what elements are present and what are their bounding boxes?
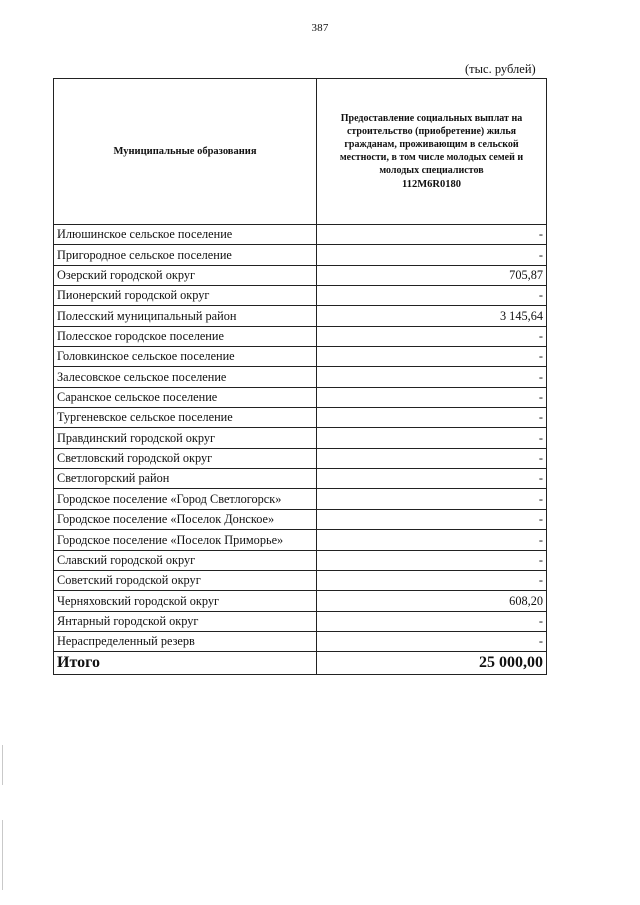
header-budget-code: 112M6R0180 bbox=[402, 179, 461, 190]
municipality-name: Светлогорский район bbox=[54, 469, 317, 489]
payment-value: - bbox=[317, 631, 547, 651]
payment-value: - bbox=[317, 225, 547, 245]
page-number: 387 bbox=[311, 22, 329, 34]
payment-value: - bbox=[317, 347, 547, 367]
payment-value: - bbox=[317, 387, 547, 407]
payment-value: 3 145,64 bbox=[317, 306, 547, 326]
table-row bbox=[54, 326, 547, 346]
header-description-line: гражданам, проживающим в сельской bbox=[344, 139, 519, 150]
municipality-name: Светловский городской округ bbox=[54, 448, 317, 468]
municipality-name: Городское поселение «Поселок Донское» bbox=[54, 509, 317, 529]
payment-value: - bbox=[317, 326, 547, 346]
payment-value: - bbox=[317, 611, 547, 631]
payment-value: 705,87 bbox=[317, 265, 547, 285]
payment-value: - bbox=[317, 286, 547, 306]
header-description-line: строительство (приобретение) жилья bbox=[346, 126, 517, 137]
total-label: Итого bbox=[54, 652, 317, 675]
payment-value: - bbox=[317, 570, 547, 590]
municipality-name: Полесское городское поселение bbox=[54, 326, 317, 346]
table-row bbox=[54, 448, 547, 468]
table-row bbox=[54, 631, 547, 651]
table-row bbox=[54, 408, 547, 428]
table-header-row bbox=[54, 79, 547, 225]
payment-value: - bbox=[317, 448, 547, 468]
table-row bbox=[54, 428, 547, 448]
table-row bbox=[54, 530, 547, 550]
municipality-name: Янтарный городской округ bbox=[54, 611, 317, 631]
scan-edge-mark bbox=[2, 820, 3, 890]
municipality-name: Илюшинское сельское поселение bbox=[54, 225, 317, 245]
header-municipalities: Муниципальные образования bbox=[54, 79, 317, 225]
municipality-name: Полесский муниципальный район bbox=[54, 306, 317, 326]
header-description bbox=[320, 112, 543, 177]
municipality-name: Черняховский городской округ bbox=[54, 591, 317, 611]
header-description-line: местности, в том числе молодых семей и bbox=[339, 152, 524, 163]
units-label: (тыс. рублей) bbox=[465, 62, 536, 76]
table-row bbox=[54, 611, 547, 631]
payment-value: - bbox=[317, 550, 547, 570]
header-social-payments bbox=[317, 79, 547, 225]
municipality-name: Залесовское сельское поселение bbox=[54, 367, 317, 387]
payment-value: - bbox=[317, 489, 547, 509]
header-description-line: Предоставление социальных выплат на bbox=[340, 113, 523, 124]
municipality-name: Правдинский городской округ bbox=[54, 428, 317, 448]
municipality-name: Городское поселение «Город Светлогорск» bbox=[54, 489, 317, 509]
municipality-name: Нераспределенный резерв bbox=[54, 631, 317, 651]
table-row bbox=[54, 347, 547, 367]
table-row bbox=[54, 245, 547, 265]
municipality-name: Саранское сельское поселение bbox=[54, 387, 317, 407]
municipality-name: Славский городской округ bbox=[54, 550, 317, 570]
table-row bbox=[54, 367, 547, 387]
municipality-name: Головкинское сельское поселение bbox=[54, 347, 317, 367]
budget-table bbox=[53, 78, 547, 675]
payment-value: - bbox=[317, 245, 547, 265]
table-row bbox=[54, 225, 547, 245]
municipality-name: Городское поселение «Поселок Приморье» bbox=[54, 530, 317, 550]
payment-value: - bbox=[317, 469, 547, 489]
payment-value: - bbox=[317, 428, 547, 448]
municipality-name: Тургеневское сельское поселение bbox=[54, 408, 317, 428]
total-value: 25 000,00 bbox=[317, 652, 547, 675]
table-row bbox=[54, 591, 547, 611]
table-row bbox=[54, 550, 547, 570]
municipality-name: Озерский городской округ bbox=[54, 265, 317, 285]
table-row bbox=[54, 286, 547, 306]
table-row bbox=[54, 469, 547, 489]
payment-value: - bbox=[317, 367, 547, 387]
table-row bbox=[54, 570, 547, 590]
header-description-line: молодых специалистов bbox=[379, 165, 484, 176]
payment-value: 608,20 bbox=[317, 591, 547, 611]
payment-value: - bbox=[317, 509, 547, 529]
payment-value: - bbox=[317, 408, 547, 428]
table-row bbox=[54, 306, 547, 326]
municipality-name: Советский городской округ bbox=[54, 570, 317, 590]
total-row bbox=[54, 652, 547, 675]
municipality-name: Пригородное сельское поселение bbox=[54, 245, 317, 265]
table-row bbox=[54, 265, 547, 285]
table-row bbox=[54, 509, 547, 529]
table-body bbox=[54, 225, 547, 652]
scan-edge-mark bbox=[2, 745, 3, 785]
table-row bbox=[54, 489, 547, 509]
table-row bbox=[54, 387, 547, 407]
municipality-name: Пионерский городской округ bbox=[54, 286, 317, 306]
payment-value: - bbox=[317, 530, 547, 550]
